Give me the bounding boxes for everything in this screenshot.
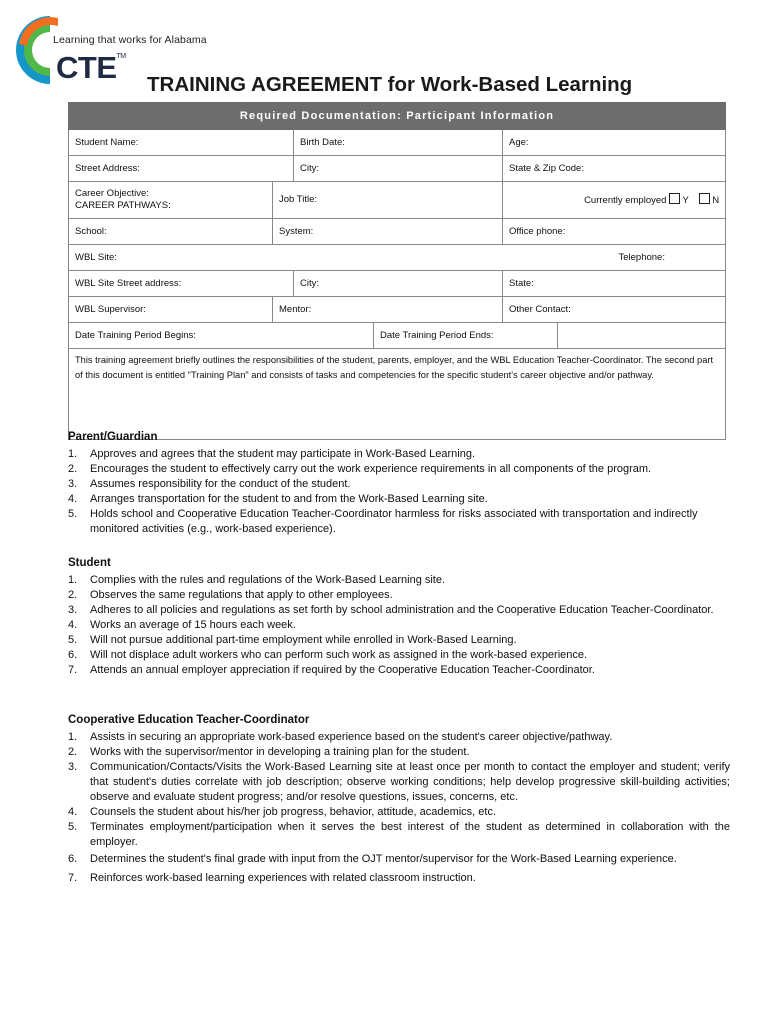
age-field[interactable]: Age: — [503, 130, 726, 156]
list-item: 5. Will not pursue additional part-time employment while enrolled in Work-Based Learning. — [68, 634, 517, 646]
list-item: 7. Attends an annual employer appreciation if required by the Cooperative Education Teacher-Coordinator. — [68, 664, 595, 676]
list-item: 4. Arranges transportation for the student to and from the Work-Based Learning site. — [68, 493, 488, 505]
list-item: 7. Reinforces work-based learning experiences with related classroom instruction. — [68, 872, 476, 884]
list-item: 4. Works an average of 15 hours each week. — [68, 619, 296, 631]
list-item: 3. Adheres to all policies and regulations as set forth by school administration and the Cooperative Education Teacher-Coordinator. — [68, 604, 714, 616]
other-contact-field[interactable]: Other Contact: — [503, 297, 726, 323]
list-item: 3. Communication/Contacts/Visits the Work-Based Learning site at least once per month to contact the employer and student; verify that student's duties correlate with job description; observe working conditions; help develop progressive skill-building activities; observe and evaluate student progress; and/or resolve questions, issues, concerns, etc. — [68, 761, 730, 803]
list-item: 1. Assists in securing an appropriate work-based experience based on the student's career objective/pathway. — [68, 731, 613, 743]
city-field[interactable]: City: — [294, 156, 503, 182]
list-item: 6. Will not displace adult workers who can perform such work as assigned in the work-based experience. — [68, 649, 588, 661]
student-section — [68, 556, 730, 678]
parent-heading: Parent/Guardian — [68, 431, 158, 443]
mentor-field[interactable]: Mentor: — [273, 297, 503, 323]
list-item: 6. Determines the student's final grade with input from the OJT mentor/supervisor for the Work-Based Learning experience. — [68, 853, 677, 865]
office-phone-field[interactable]: Office phone: — [503, 219, 726, 245]
logo-name: CTE™ — [56, 50, 126, 85]
participant-info-form — [68, 102, 726, 440]
period-ends-value[interactable] — [558, 323, 726, 349]
job-title-field[interactable]: Job Title: — [273, 182, 503, 219]
employed-yes-checkbox[interactable] — [669, 193, 680, 204]
wbl-street-field[interactable]: WBL Site Street address: — [69, 271, 294, 297]
list-item: 1. Complies with the rules and regulations of the Work-Based Learning site. — [68, 574, 446, 586]
list-item: 2. Works with the supervisor/mentor in developing a training plan for the student. — [68, 746, 470, 758]
career-objective-field[interactable]: Career Objective: CAREER PATHWAYS: — [69, 182, 273, 219]
wbl-supervisor-field[interactable]: WBL Supervisor: — [69, 297, 273, 323]
logo-tagline: Learning that works for Alabama — [53, 34, 207, 46]
system-field[interactable]: System: — [273, 219, 503, 245]
list-item: 5. Holds school and Cooperative Education Teacher-Coordinator harmless for risks associated with transportation and indirectly monitored activities (e.g., work-based experience). — [68, 508, 698, 535]
city2-field[interactable]: City: — [294, 271, 503, 297]
birth-date-field[interactable]: Birth Date: — [294, 130, 503, 156]
list-item: 3. Assumes responsibility for the conduct of the student. — [68, 478, 351, 490]
page-title: TRAINING AGREEMENT for Work-Based Learning — [147, 73, 633, 96]
period-begins-field[interactable]: Date Training Period Begins: — [69, 323, 374, 349]
telephone-field[interactable]: Telephone: — [613, 245, 726, 271]
state-field[interactable]: State: — [503, 271, 726, 297]
street-address-field[interactable]: Street Address: — [69, 156, 294, 182]
period-ends-field[interactable]: Date Training Period Ends: — [374, 323, 558, 349]
state-zip-field[interactable]: State & Zip Code: — [503, 156, 726, 182]
list-item: 2. Observes the same regulations that apply to other employees. — [68, 589, 393, 601]
coordinator-heading: Cooperative Education Teacher-Coordinator — [68, 714, 310, 726]
list-item: 1. Approves and agrees that the student may participate in Work-Based Learning. — [68, 448, 476, 460]
form-header: Required Documentation: Participant Information — [69, 103, 726, 130]
currently-employed-field: Currently employed Y N — [503, 182, 726, 219]
list-item: 2. Encourages the student to effectively carry out the work experience requirements in all components of the program. — [68, 463, 652, 475]
school-field[interactable]: School: — [69, 219, 273, 245]
student-list — [68, 573, 730, 678]
student-name-field[interactable]: Student Name: — [69, 130, 294, 156]
coordinator-section — [68, 713, 730, 886]
list-item: 5. Terminates employment/participation when it serves the best interest of the student as determined in collaboration with the employer. — [68, 821, 730, 848]
wbl-site-field[interactable]: WBL Site: — [69, 245, 613, 271]
coordinator-list — [68, 730, 730, 886]
student-heading: Student — [68, 557, 111, 569]
employed-no-checkbox[interactable] — [699, 193, 710, 204]
parent-section — [68, 430, 730, 537]
list-item: 4. Counsels the student about his/her job progress, behavior, attitude, academics, etc. — [68, 806, 497, 818]
agreement-note: This training agreement briefly outlines the responsibilities of the student, parents, employer, and the WBL Education Teacher-Coordinator. The second part of this document is entitled "Training Plan" and consists of tasks and competencies for the specific student's career objective and/or pathway. — [69, 349, 726, 440]
parent-list — [68, 447, 730, 537]
